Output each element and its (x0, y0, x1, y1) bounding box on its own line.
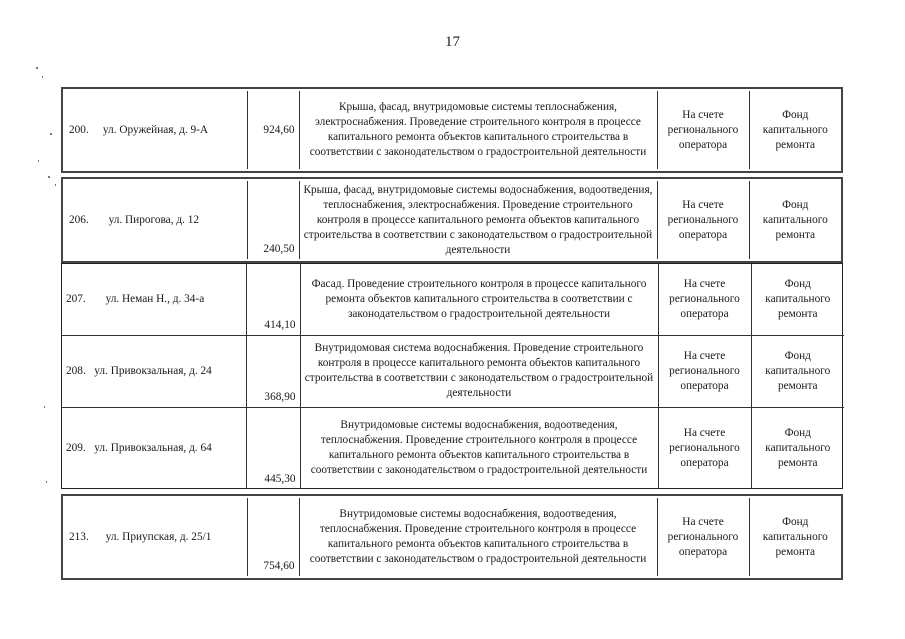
row-area: 240,50 (247, 181, 299, 259)
address-cell (62, 335, 246, 407)
row-description: Внутридомовые системы водоснабжения, водоотведения, теплоснабжения. Проведение строительного контроля в процессе капитального ремонта объектов капитального строительства в соответствии с законодательством о градостроительной деятельности (299, 498, 657, 576)
row-number: 207. (66, 292, 86, 305)
row-address: ул. Привокзальная, д. 24 (94, 364, 212, 377)
row-area: 924,60 (247, 91, 299, 169)
row-account: На счете регионального оператора (658, 407, 751, 489)
row-fund: Фонд капитального ремонта (751, 264, 844, 335)
address-cell (65, 498, 247, 576)
row-account: На счете регионального оператора (657, 181, 749, 259)
row-table (65, 181, 841, 259)
row-table (62, 264, 844, 489)
scan-speck (55, 184, 56, 186)
table-row (61, 177, 843, 263)
row-account: На счете регионального оператора (657, 91, 749, 169)
address-cell (65, 181, 247, 259)
row-description: Фасад. Проведение строительного контроля в процессе капитального ремонта объектов капитального строительства в соответствии с законодательством о градостроительной деятельности (300, 264, 658, 335)
address-cell (62, 407, 246, 489)
row-description: Внутридомовая система водоснабжения. Проведение строительного контроля в процессе капитального ремонта объектов капитального строительства в соответствии с законодательством о градостроительной деятельности (300, 335, 658, 407)
row-table (65, 498, 841, 576)
row-number: 213. (69, 530, 89, 543)
row-fund: Фонд капитального ремонта (762, 198, 828, 241)
row-address: ул. Пирогова, д. 12 (108, 213, 200, 226)
row-fund: Фонд капитального ремонта (762, 515, 828, 558)
row-fund: Фонд капитального ремонта (762, 108, 828, 151)
page-number: 17 (445, 34, 460, 50)
scan-speck (36, 67, 38, 69)
table-row (61, 87, 843, 173)
table-row (62, 335, 844, 407)
row-description: Крыша, фасад, внутридомовые системы водоснабжения, водоотведения, теплоснабжения, электроснабжения. Проведение строительного контроля в процессе капитального ремонта объектов капитального строительства в соответствии с законодательством о градостроительной деятельности (299, 181, 657, 259)
address-cell (65, 91, 247, 169)
row-fund: Фонд капитального ремонта (765, 426, 831, 469)
table-row (62, 407, 844, 489)
row-account: На счете регионального оператора (657, 498, 749, 576)
row-area: 414,10 (246, 264, 300, 335)
row-number: 209. (66, 441, 86, 454)
row-table (65, 91, 841, 169)
row-description: Внутридомовые системы водоснабжения, водоотведения, теплоснабжения. Проведение строительного контроля в процессе капитального ремонта объектов капитального строительства в соответствии с законодательством о градостроительной деятельности (300, 407, 658, 489)
scan-speck (42, 76, 43, 78)
row-account: На счете регионального оператора (658, 335, 751, 407)
row-address: ул. Оружейная, д. 9-А (102, 123, 209, 136)
row-area: 368,90 (246, 335, 300, 407)
table-row (62, 264, 844, 335)
scan-speck (46, 481, 47, 483)
scan-speck (48, 176, 50, 178)
scan-speck (50, 133, 52, 135)
scan-speck (38, 160, 39, 162)
row-description: Крыша, фасад, внутридомовые системы теплоснабжения, электроснабжения. Проведение строительного контроля в процессе капитального ремонта объектов капитального строительства в соответствии с законодательством о градостроительной деятельности (299, 91, 657, 169)
row-account: На счете регионального оператора (658, 264, 751, 335)
table-row (61, 494, 843, 580)
row-number: 200. (69, 123, 89, 136)
row-number: 206. (69, 213, 89, 226)
row-address: ул. Неман Н., д. 34-а (105, 292, 205, 305)
row-area: 445,30 (246, 407, 300, 489)
row-address: ул. Приупская, д. 25/1 (105, 530, 212, 543)
row-number: 208. (66, 364, 86, 377)
row-fund: Фонд капитального ремонта (751, 335, 844, 407)
row-address: ул. Привокзальная, д. 64 (94, 441, 212, 454)
address-cell (62, 264, 246, 335)
table-group (61, 263, 843, 489)
row-area: 754,60 (247, 498, 299, 576)
scan-speck (44, 406, 45, 408)
